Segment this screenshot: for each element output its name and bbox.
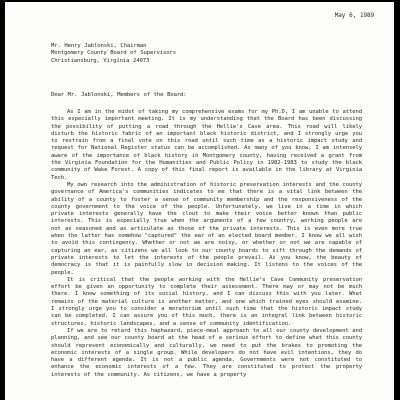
salutation: Dear Mr. Jablonski, Members of the Board:	[51, 92, 187, 98]
body-paragraph-3: It is critical that the people working with the Hellie's Cave Community preservation effort be given an opportunity to complete their assessment. There may or may not be much there. I know something of its social history, and I can discuss this with you later. What remains of the material culture is another matter, and one which trained eyes should examine. I strongly urge you to consider a moratorium until such time that the historic impact study can be completed. I can assure you of this much, there is an integral link between historic structures, historic landscapes, and a sense of community identification.	[51, 276, 362, 327]
letter-body	[51, 109, 362, 379]
letter-page	[5, 2, 394, 400]
recipient-city: Christiansburg, Virginia 24073	[51, 57, 150, 64]
recipient-name: Mr. Henry Jablonski, Chairman	[51, 43, 147, 49]
recipient-organization: Montgomery County Board of Supervisors	[51, 50, 177, 57]
body-paragraph-4: If we are to retard this haphazard, piece-meal approach to all our county development and planning, and see our county board at the head of a serious effort to define what this county should represent economically and culturally, we need to put the brakes to promoting the economic interests of a single group. While developers do not have evil intentions, they do have a different agenda. It is not a public agenda. Governments were not constituted to enhance the economic interests of a few. They are constituted to protect the property interests of the community. As citizens, we have a property	[51, 327, 362, 378]
body-paragraph-2: My own research into the administration of historic preservation interests and the county governance of America's communities indicates to me that there is a vital link between the ability of a county to foster a sense of community membership and the responsiveness of the county government to the voice of the people. Unfortunately, we live in a time in which private interests generally have the clout to make their voice better known than public interests. This is especially true when the arguments of a few country, working people are not as seasoned and as articulate as those of the private interests. This is even more true when the latter has somehow "captured" the ear of an elected board member. I know we all wish to avoid this contingency. Whether or not we are noisy, or whether or not we are capable of capturing an ear, as citizens we all look to our county boards to sift through the demands of private interests to let the interests of the people prevail. As you know, the beauty of democracy is that it is painfully slow in decision making. It listens to the voices of the people.	[51, 181, 362, 276]
letter-date: May 6, 1989	[334, 12, 374, 19]
recipient-address	[51, 43, 176, 65]
body-paragraph-1: As I am in the midst of taking my comprehensive exams for my Ph.D, I am unable to attend this especially important meeting. It is my understanding that the Board has been discussing the possibility of putting a road through the Hellie's Cave area. This road will likely disturb the historic fabric of an important black historic district, and I strongly urge you to restrain from a final vote on this road until such time as a historic impact study and request for National Register status can be accomplished. As many of you know, I am intensely aware of the importance of black history in Montgomery county, having received a grant from the Virginia Foundation for the Humanities and Public Policy in 1982-1983 to study the black community of Wake Forest. A copy of this final report is available in the library at Virginia Tech.	[51, 109, 362, 181]
